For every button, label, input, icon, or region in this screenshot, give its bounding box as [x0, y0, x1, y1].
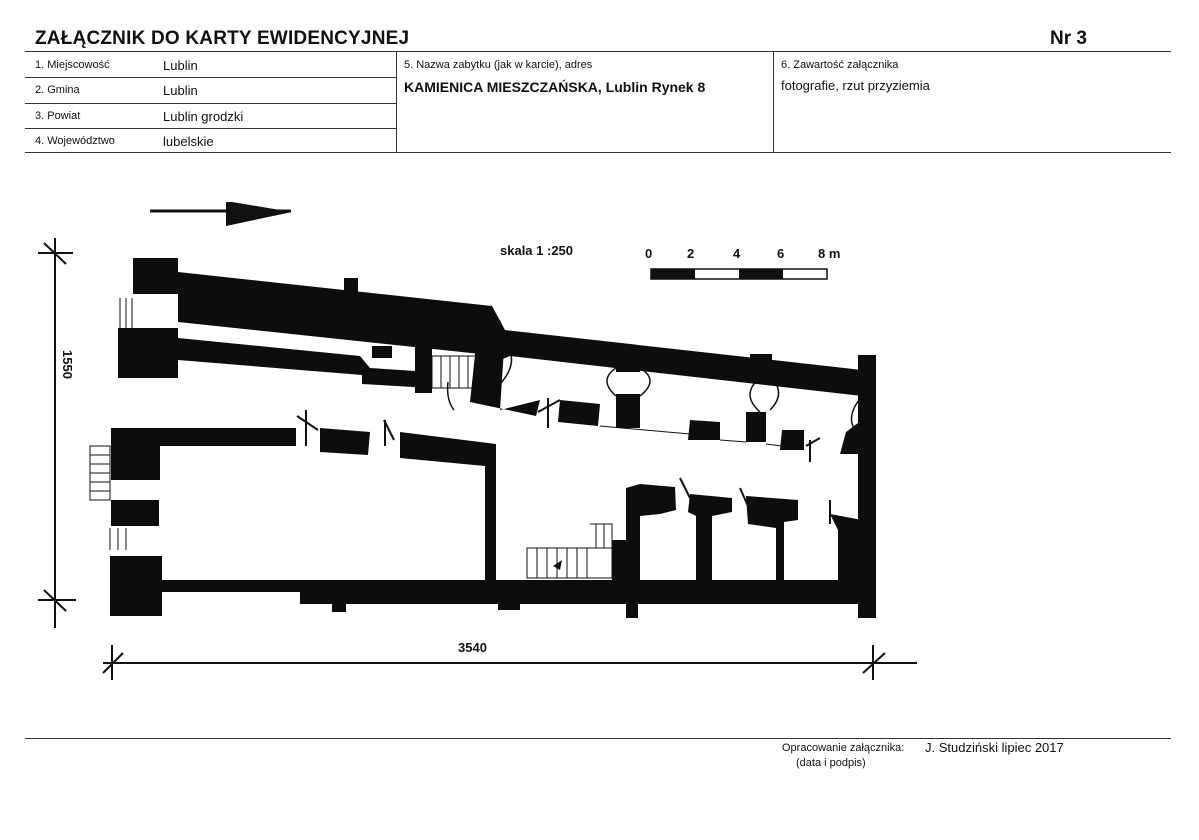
- scale-bar: [651, 269, 827, 279]
- prepared-label: Opracowanie załącznika:: [782, 742, 905, 754]
- scale-tick: 6: [777, 246, 785, 261]
- monument-label: 5. Nazwa zabytku (jak w karcie), adres: [404, 59, 593, 71]
- contents-value: fotografie, rzut przyziemia: [781, 78, 930, 93]
- row-label-locality: 1. Miejscowość: [35, 59, 110, 71]
- prepared-sublabel: (data i podpis): [796, 757, 866, 769]
- scale-label: skala 1 :250: [500, 243, 574, 258]
- row-label-commune: 2. Gmina: [35, 84, 80, 96]
- scale-tick: 0: [645, 246, 653, 261]
- scale-ticks: [645, 246, 840, 261]
- height-dimension-label: 1550: [60, 350, 75, 379]
- document-number: Nr 3: [1050, 28, 1087, 49]
- row-label-voivodeship: 4. Województwo: [35, 135, 115, 147]
- width-dimension: [103, 645, 917, 680]
- height-dimension: [38, 238, 76, 628]
- prepared-value: J. Studziński lipiec 2017: [925, 740, 1064, 755]
- scale-tick: 4: [733, 246, 741, 261]
- row-value-locality: Lublin: [163, 58, 198, 73]
- row-value-county: Lublin grodzki: [163, 109, 244, 124]
- width-dimension-label: 3540: [458, 640, 487, 655]
- row-label-county: 3. Powiat: [35, 110, 81, 122]
- monument-value: KAMIENICA MIESZCZAŃSKA, Lublin Rynek 8: [404, 79, 706, 95]
- scale-tick: 2: [687, 246, 695, 261]
- north-arrow-icon: [150, 202, 292, 226]
- document-title: ZAŁĄCZNIK DO KARTY EWIDENCYJNEJ: [35, 28, 410, 49]
- contents-label: 6. Zawartość załącznika: [781, 59, 899, 71]
- scale-tick: 8 m: [818, 246, 841, 261]
- walls: [110, 258, 876, 618]
- row-value-commune: Lublin: [163, 83, 198, 98]
- footer-rule: [25, 738, 1171, 739]
- row-value-voivodeship: lubelskie: [163, 134, 214, 149]
